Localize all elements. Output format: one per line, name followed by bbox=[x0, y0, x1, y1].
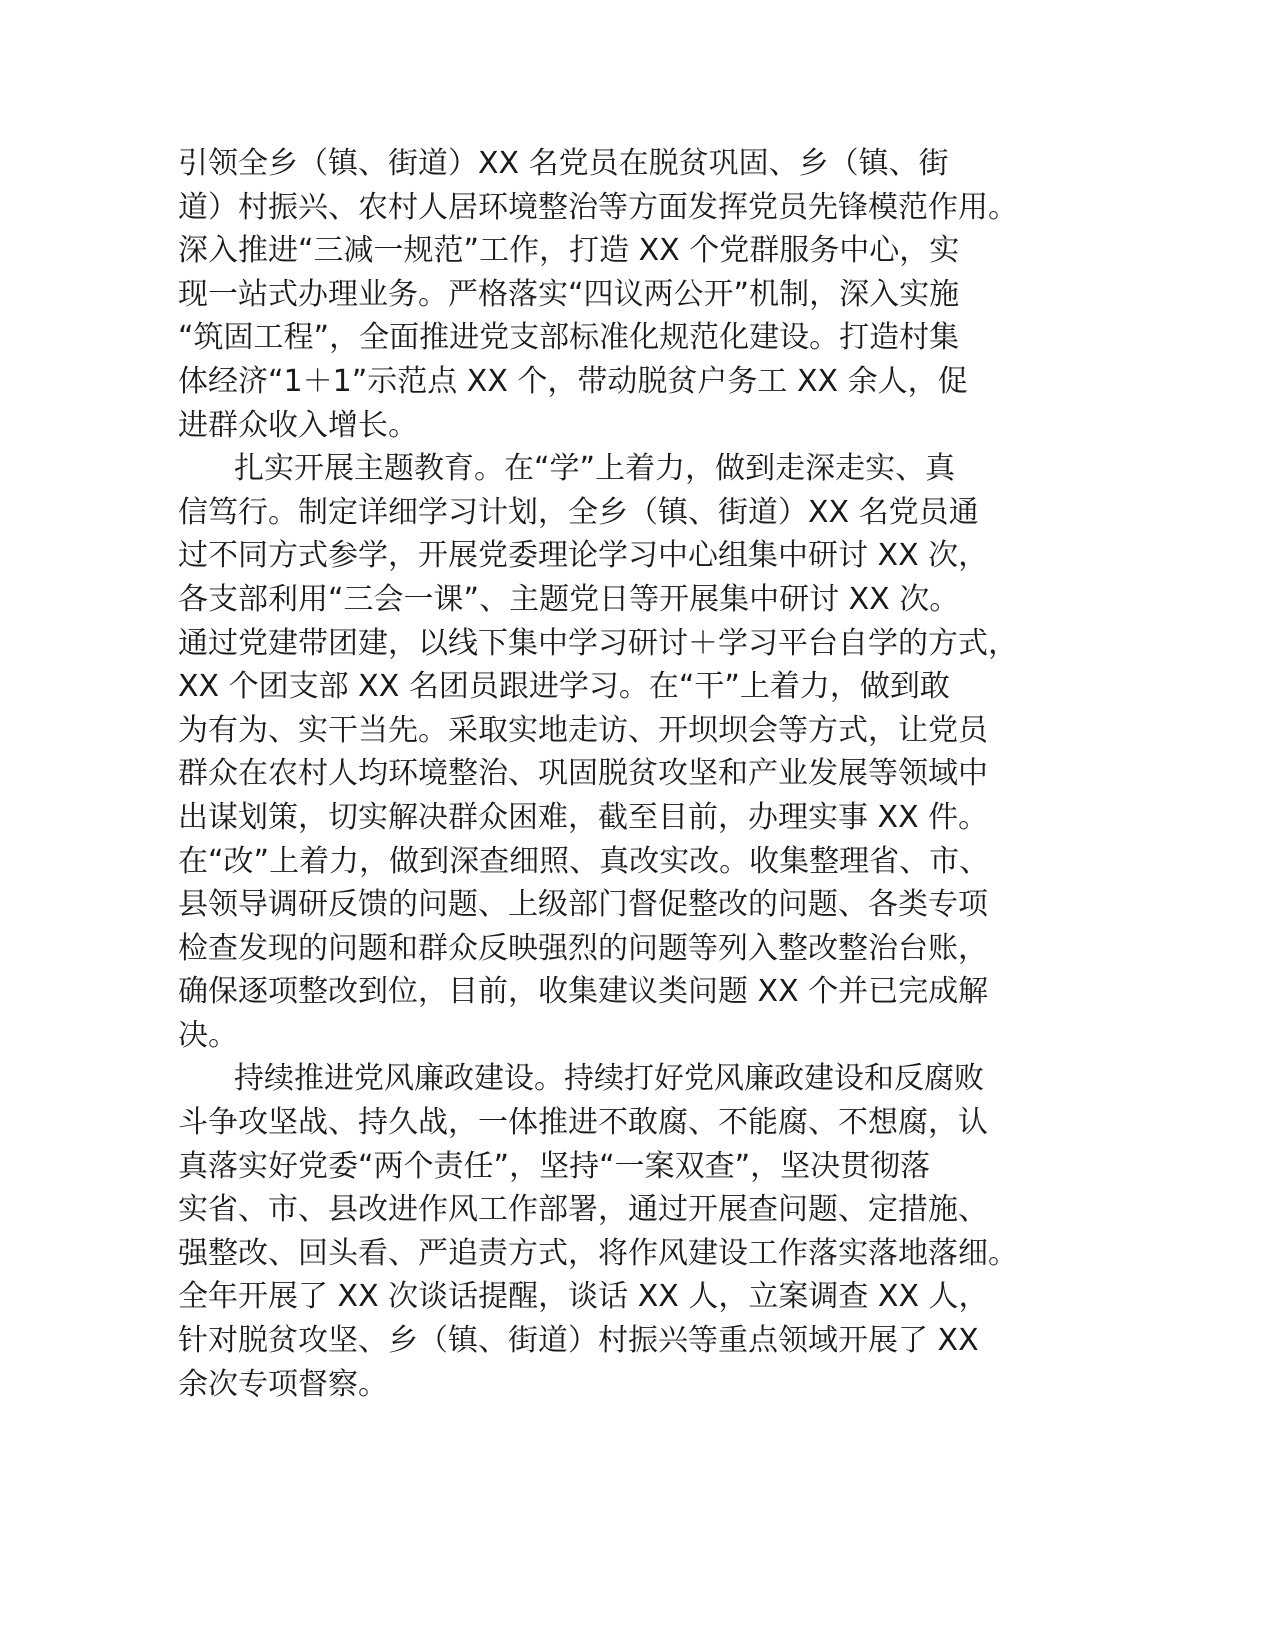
text-line: 体经济“1＋1”示范点 XX 个，带动脱贫户务工 XX 余人，促 bbox=[178, 363, 968, 399]
text-line: 余次专项督察。 bbox=[178, 1366, 388, 1402]
paragraph-integrity-building bbox=[178, 1057, 1068, 1406]
text-line: 深入推进“三减一规范”工作，打造 XX 个党群服务中心，实 bbox=[178, 233, 960, 269]
text-line: 县领导调研反馈的问题、上级部门督促整改的问题、各类专项 bbox=[178, 887, 988, 923]
text-line: 强整改、回头看、严追责方式，将作风建设工作落实落地落细。 bbox=[178, 1235, 1018, 1271]
text-line: 信笃行。制定详细学习计划，全乡（镇、街道）XX 名党员通 bbox=[178, 494, 979, 530]
text-line: 为有为、实干当先。采取实地走访、开坝坝会等方式，让党员 bbox=[178, 712, 988, 748]
text-line: 群众在农村人均环境整治、巩固脱贫攻坚和产业发展等领域中 bbox=[178, 756, 988, 792]
paragraph-party-building bbox=[178, 142, 1068, 447]
text-line: 进群众收入增长。 bbox=[178, 407, 418, 443]
text-line: 道）村振兴、农村人居环境整治等方面发挥党员先锋模范作用。 bbox=[178, 189, 1018, 225]
text-line: XX 个团支部 XX 名团员跟进学习。在“干”上着力，做到敢 bbox=[178, 669, 950, 705]
text-line: 决。 bbox=[178, 1017, 238, 1053]
text-line: 斗争攻坚战、持久战，一体推进不敢腐、不能腐、不想腐，认 bbox=[178, 1105, 988, 1141]
paragraph-theme-education bbox=[178, 447, 1068, 1057]
text-line: 全年开展了 XX 次谈话提醒，谈话 XX 人，立案调查 XX 人， bbox=[178, 1279, 989, 1315]
text-line: 针对脱贫攻坚、乡（镇、街道）村振兴等重点领域开展了 XX bbox=[178, 1323, 979, 1359]
text-line: 出谋划策，切实解决群众困难，截至目前，办理实事 XX 件。 bbox=[178, 799, 989, 835]
text-line: 真落实好党委“两个责任”，坚持“一案双查”，坚决贯彻落 bbox=[178, 1148, 931, 1184]
text-line: 确保逐项整改到位，目前，收集建议类问题 XX 个并已完成解 bbox=[178, 974, 989, 1010]
text-line: 过不同方式参学，开展党委理论学习中心组集中研讨 XX 次， bbox=[178, 538, 989, 574]
document-page bbox=[178, 142, 1068, 1406]
text-line: 现一站式办理业务。严格落实“四议两公开”机制，深入实施 bbox=[178, 276, 960, 312]
paragraph-heading-line: 扎实开展主题教育。在“学”上着力，做到走深走实、真 bbox=[234, 451, 956, 487]
text-line: 引领全乡（镇、街道）XX 名党员在脱贫巩固、乡（镇、街 bbox=[178, 146, 949, 181]
text-line: 实省、市、县改进作风工作部署，通过开展查问题、定措施、 bbox=[178, 1192, 988, 1228]
text-line: “筑固工程”，全面推进党支部标准化规范化建设。打造村集 bbox=[178, 320, 960, 356]
text-line: 检查发现的问题和群众反映强烈的问题等列入整改整治台账， bbox=[178, 930, 988, 966]
text-line: 各支部利用“三会一课”、主题党日等开展集中研讨 XX 次。 bbox=[178, 581, 960, 617]
paragraph-heading-line: 持续推进党风廉政建设。持续打好党风廉政建设和反腐败 bbox=[234, 1061, 984, 1097]
text-line: 在“改”上着力，做到深查细照、真改实改。收集整理省、市、 bbox=[178, 843, 990, 879]
text-line: 通过党建带团建，以线下集中学习研讨＋学习平台自学的方式， bbox=[178, 625, 1018, 661]
